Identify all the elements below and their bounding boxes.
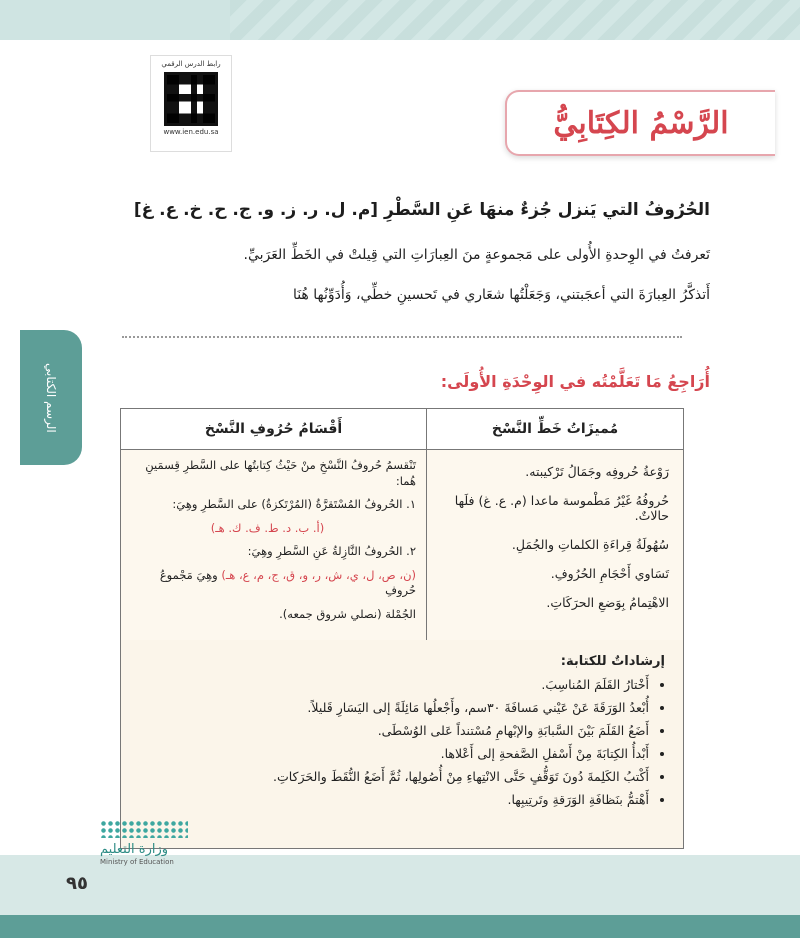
writing-line — [122, 336, 682, 338]
logo-name: وزارة التعليم — [100, 842, 169, 857]
list-item: • أَكْتبُ الكَلِمةَ دُونَ تَوَقُّفٍ حَتَّى الانْتِهاءِ مِنْ أُصُولِها، ثُمَّ أَضَعُ النُّقَطَ والحَرَكاتِ. — [131, 769, 649, 784]
list-item: • أَبْدأُ الكِتابَةَ مِنْ أَسْفلِ الصَّفحةِ إلى أَعْلاها. — [131, 746, 649, 761]
sections-item-2: ٢. الحُروفُ النَّازِلةُ عَنِ السَّطرِ وهِيَ: — [247, 544, 416, 559]
list-item: • أَضَعُ القَلَمَ بَيْنَ السَّبابَةِ والإبْهامِ مُسْتنداً عَلى الوُسْطَى. — [131, 723, 649, 738]
comparison-table — [120, 408, 684, 642]
sections-item-1-letters: (أ. ب. د. ط. ف. ك. هـ) — [210, 520, 325, 535]
list-item: • أَهْتمُّ بنَظافَةِ الوَرَقةِ وتَرتِيبِها. — [131, 792, 649, 807]
writing-tips — [120, 640, 684, 849]
tips-heading: إرشاداتٌ للكتابة: — [560, 654, 665, 669]
table-header-features: مُميزَاتُ خَطِّ النَّسْخ — [426, 409, 683, 450]
list-item: تَسَاوي أَحْجَامِ الحُرُوفِ. — [550, 566, 669, 581]
top-decorative-band — [0, 0, 800, 40]
side-tab — [20, 330, 82, 465]
sections-column — [121, 450, 426, 640]
list-item: • أَخْتارُ القَلَمَ المُناسِبَ. — [131, 677, 649, 692]
table-header-sections: أَقْسَامُ حُرُوفِ النَّسْخ — [121, 409, 426, 450]
section-heading: الحُرُوفُ التي يَنزل جُزءٌ منهَا عَنِ السَّطْرِ [م. ل. ر. ز. و. ج. ح. خ. ع. غ] — [133, 200, 710, 220]
sections-item-1: ١. الحُروفُ المُسْتَقرَّةُ (المُرْتَكزةُ) على السَّطرِ وهِيَ: — [172, 497, 416, 512]
side-tab-label: الرسم الكتابي — [44, 362, 58, 433]
digital-lesson-qr[interactable] — [150, 55, 232, 152]
list-item: رَوْعةُ حُروفِه وجَمَالُ تَرْكيبته. — [525, 464, 669, 479]
list-item: حُروفُهُ غَيْرُ مَطْموسة ماعدا (م. ع. غ) فلَها حالاتٌ. — [454, 493, 669, 523]
sections-item-2-rest: وهِيَ مَجْموعُ حُروفِ — [159, 567, 416, 598]
qr-code-icon — [164, 72, 218, 126]
list-item: • أُبْعدُ الوَرَقَةَ عَنْ عَيْني مَسافَةَ ٣٠سم، وأَجْعلُها مَائِلَةً إلى اليَسَارِ قَليلاً. — [131, 700, 649, 715]
sections-item-2-line — [129, 568, 416, 599]
sections-item-2-end: الجُمْلة (نصلي شروق جمعه). — [279, 606, 416, 621]
lesson-title-box — [505, 90, 775, 156]
list-item: سُهُولَةُ قِراءَةِ الكلماتِ والجُمَلِ. — [511, 537, 669, 552]
logo-subtitle: Ministry of Education — [100, 858, 174, 866]
tips-list — [121, 677, 683, 807]
lesson-title: الرَّسْمُ الكِتَابِيُّ — [553, 105, 729, 141]
review-heading: أُرَاجِعُ مَا تَعَلَّمْتُه في الوِحْدَةِ الأُولَى: — [440, 372, 710, 391]
sections-intro: تَنْقسمُ حُروفُ النَّسْخِ منْ حَيْثُ كِتابتُها على السَّطرِ قِسمَينِ هُما: — [145, 458, 416, 488]
logo-dots-icon — [100, 820, 188, 838]
ministry-logo — [50, 820, 190, 880]
features-column — [426, 450, 683, 640]
sections-item-2-letters: (ن، ص، ل، ي، ش، ر، و، ق، ج، م، ع، هـ) — [221, 567, 416, 582]
page-number: ٩٥ — [66, 873, 88, 894]
qr-caption: رابط الدرس الرقمي — [161, 60, 221, 68]
intro-paragraph: تَعرفتُ في الوِحدةِ الأُولى على مَجموعةٍ منَ العِبارَاتِ التي قِيلتْ في الخَطِّ العَرَبيِّ. — [243, 247, 710, 263]
qr-url[interactable]: www.ien.edu.sa — [163, 128, 219, 136]
instruction-paragraph: أَتذكَّرُ العِبارَةَ التي أعجَبتني، وَجَعَلْتُها شعَاري في تَحسينِ خطِّي، وَأُدَوِّنُها هُنَا — [292, 287, 710, 303]
list-item: الاهْتِمامُ بِوَضعِ الحرَكَاتِ. — [546, 595, 669, 610]
bottom-strip — [0, 915, 800, 938]
